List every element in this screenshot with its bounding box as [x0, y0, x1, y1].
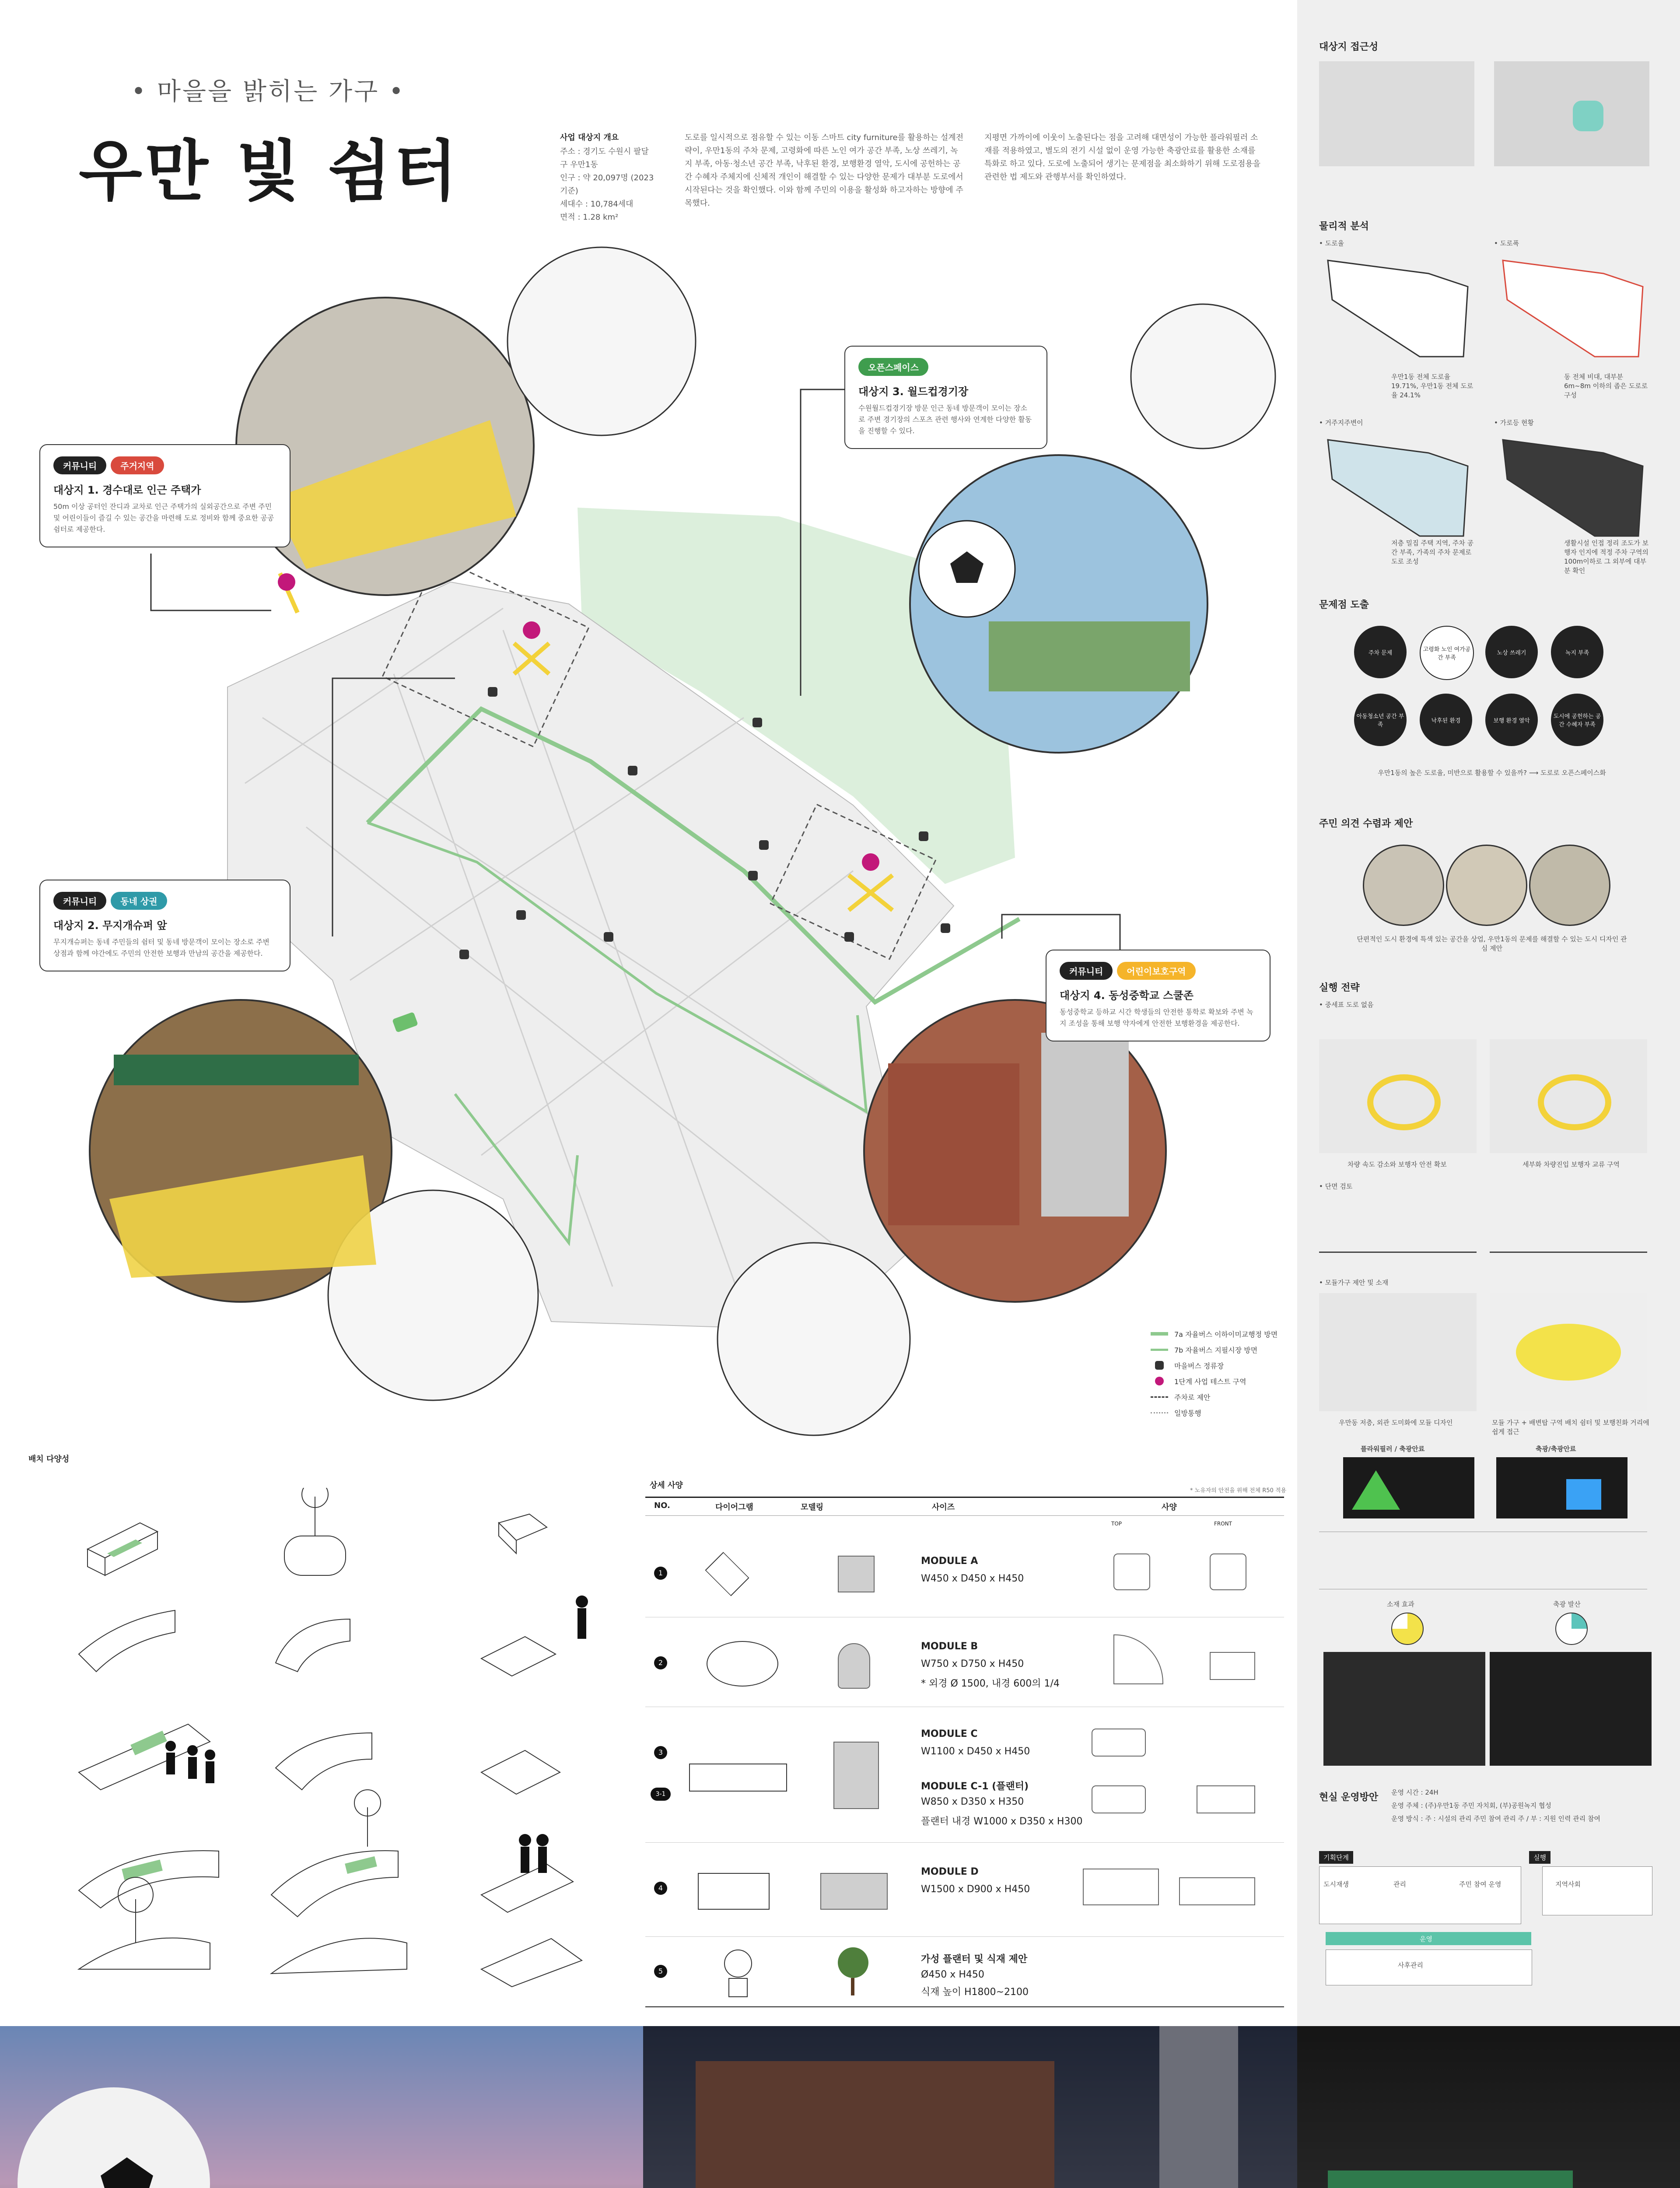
operation-box: 관리: [1393, 1880, 1406, 1888]
material-label: 플라워필러 / 축광안료: [1361, 1445, 1425, 1453]
spec-top-label: TOP: [1111, 1521, 1122, 1527]
spec-col-size: 사이즈: [932, 1503, 955, 1512]
spec-row-name: MODULE A: [921, 1556, 978, 1567]
pie-label: 축광 발산: [1553, 1600, 1581, 1608]
pie-glow: [1555, 1613, 1588, 1645]
site1-desc: 50m 이상 공터인 잔디과 교차로 인근 주택가의 실외공간으로 주변 주민 및 어린이들이 즐길 수 있는 공간을 마련해 도로 정비와 함께 중요한 공공 쉼터로 제공한다.: [53, 502, 274, 533]
site2-tag: 커뮤니티: [53, 892, 106, 910]
overview-line: 면적 : 1.28 km²: [560, 213, 619, 222]
site2-title: 대상지 2. 무지개슈퍼 앞: [53, 919, 167, 932]
legend-label: 마을버스 정류장: [1174, 1361, 1224, 1370]
site1-detail: [508, 247, 696, 435]
resident-caption: 단편적인 도시 환경에 특색 있는 공간을 상업, 우만1동의 문제를 해결할 수 있는 도시 디자인 관심 제안: [1357, 935, 1627, 952]
legend-label: 7a 자율버스 이하이미교행정 방면: [1174, 1330, 1278, 1339]
problem-node: 고령화 노인 여가공간 부족: [1420, 626, 1474, 680]
spec-row-name: MODULE D: [921, 1866, 979, 1877]
site4-tag: 커뮤니티: [1060, 962, 1113, 980]
intro-paragraph: 도로를 일시적으로 점유할 수 있는 이동 스마트 city furniture를 활용하는 설계전략이, 우만1동의 주차 문제, 고령화에 따른 노인 여가 공간 부족, 노상 쓰레기, 녹지 부족, 아동·청소년 공간 부족, 낙후된 환경, 보행환경 열악, 도시에 공헌하는 공간 수혜자 주체지에 신체적 개인이 해결할 수 있는 다양한 문제가 대부분 도로에서 시작된다는 것을 확인했다. 이와 함께 주민의 이용을 활성화 하고자하는 방향에 주목했다.: [685, 133, 964, 208]
map-legend: [1151, 1326, 1291, 1420]
spec-row-size: W1100 x D450 x H450: [921, 1746, 1030, 1757]
site-map: [0, 236, 1291, 1440]
physical-label: • 도로폭: [1494, 239, 1519, 247]
spec-row-name: MODULE C: [921, 1729, 978, 1739]
section-view: [1319, 1195, 1477, 1253]
spec-row: [645, 1527, 1284, 1617]
operation-chart: [1319, 1847, 1652, 1991]
material-sample: [1343, 1457, 1474, 1518]
operation-box: 실행: [1529, 1851, 1550, 1864]
operation-item: 운영 방식 : 주 : 시설의 관리 주민 참여 관리 주 / 부 : 지원 인력 관리 참여: [1391, 1815, 1601, 1823]
spec-row-name: 가성 플랜터 및 식재 제안: [921, 1954, 1028, 1965]
legend-item: [1151, 1373, 1291, 1389]
road-analysis-maps: [1319, 252, 1652, 365]
spec-row-number: 3-1: [651, 1788, 671, 1801]
pie-material: [1391, 1613, 1424, 1645]
physical-caption: 우만1동 전체 도로율 19.71%, 우만1동 전체 도로율 24.1%: [1391, 373, 1474, 399]
spec-row-number: 4: [654, 1882, 667, 1895]
spec-row-size: * 외경 Ø 1500, 내경 600의 1/4: [921, 1678, 1060, 1689]
problem-diagram: [1354, 626, 1652, 748]
render-store: [1297, 2026, 1680, 2188]
strategy-caption: 우만동 저층, 외관 도미화에 모듈 디자인: [1339, 1419, 1453, 1427]
render-stadium: [0, 2026, 643, 2188]
operation-box: 지역사회: [1555, 1880, 1581, 1888]
strategy-label: • 모듈가구 제안 및 소재: [1319, 1279, 1389, 1287]
physical-label: • 거주지주변이: [1319, 419, 1363, 427]
spec-row-size: W450 x D450 x H450: [921, 1573, 1024, 1584]
site3-tag: 오픈스페이스: [858, 358, 928, 376]
sidebar-section-title: 주민 의견 수렴과 제안: [1319, 818, 1413, 829]
problem-node: 도시에 공헌하는 공간 수혜자 부족: [1551, 694, 1603, 746]
bus-stop-icon: [1155, 1361, 1164, 1370]
site4-detail: [718, 1243, 910, 1435]
sidebar-section-title: 문제점 도출: [1319, 600, 1369, 610]
night-render-strip: [0, 2026, 1680, 2188]
operation-box: 운영: [1420, 1935, 1432, 1943]
sidebar-section-title: 물리적 분석: [1319, 221, 1369, 232]
legend-item: [1151, 1389, 1291, 1405]
pin-icon: [1155, 1377, 1164, 1385]
legend-item: [1151, 1357, 1291, 1373]
legend-item: [1151, 1326, 1291, 1342]
night-render: [1323, 1652, 1485, 1766]
spec-col-no: NO.: [654, 1501, 670, 1510]
access-map-left: [1319, 61, 1474, 166]
legend-label: 일방통행: [1174, 1409, 1201, 1417]
problem-node: 낙후된 환경: [1420, 694, 1472, 746]
physical-caption: 생활시설 인접 정리 조도가 보행자 인지에 적정 주차 구역의 100m이하로 그 외부에 대부분 확인: [1564, 539, 1648, 575]
resident-photo: [1529, 845, 1610, 926]
legend-label: 주차로 제안: [1174, 1393, 1211, 1402]
overview-line: 세대수 : 10,784세대: [560, 200, 634, 209]
strategy-caption: 모듈 가구 + 배변탑 구역 배치 쉼터 및 보행친화 거리에 쉽게 접근: [1492, 1419, 1649, 1436]
operation-value: (주)우만1동 주민 자치회, (부)공원녹지 협성: [1425, 1802, 1551, 1809]
section-view: [1490, 1195, 1647, 1253]
site1-title: 대상지 1. 경수대로 인근 주택가: [53, 484, 201, 496]
site3-desc: 수원월드컵경기장 방문 인근 동네 방문객이 모이는 장소로 주변 경기장의 스포츠 관련 행사와 연계한 다양한 활동을 진행할 수 있다.: [858, 404, 1032, 435]
spec-row-name: MODULE B: [921, 1641, 978, 1652]
spec-row-size: W1500 x D900 x H450: [921, 1884, 1030, 1895]
spec-row: [645, 1842, 1284, 1937]
render-school: [643, 2026, 1297, 2188]
spec-note: * 노유자의 안전을 위해 전체 R50 적용: [1190, 1487, 1287, 1494]
spec-col-model: 모델링: [801, 1503, 824, 1512]
spec-row-number: 3: [654, 1746, 667, 1759]
legend-label: 7b 자율버스 지필시장 방면: [1174, 1346, 1258, 1354]
module-render: [1319, 1293, 1477, 1411]
spec-row-size: W750 x D750 x H450: [921, 1659, 1024, 1669]
material-table: [1319, 1532, 1647, 1589]
legend-item: [1151, 1405, 1291, 1420]
operation-box: 주민 참여 운영: [1459, 1880, 1502, 1888]
physical-caption: 동 전체 비대, 대부분 6m~8m 이하의 좁은 도로로 구성: [1564, 373, 1648, 399]
module-diversity-grid: [66, 1488, 612, 1991]
spec-row-number: 5: [654, 1965, 667, 1978]
site1-tag: 주거지역: [111, 456, 164, 474]
spec-row: [645, 1707, 1284, 1843]
operation-key: 운영 주체: [1391, 1802, 1419, 1809]
site4-title: 대상지 4. 동성중학교 스쿨존: [1060, 989, 1194, 1002]
sidebar-section-title: 현실 운영방안: [1319, 1792, 1379, 1803]
resident-photo: [1363, 845, 1444, 926]
problem-node: 보행 환경 열악: [1485, 694, 1538, 746]
module-render: [1490, 1293, 1647, 1411]
operation-item: 운영 시간 : 24H: [1391, 1788, 1438, 1796]
strategy-caption: 차량 속도 감소와 보행자 안전 확보: [1348, 1161, 1447, 1168]
poster-subtitle: • 마을을 밝히는 가구 •: [131, 77, 406, 106]
overview-line: 주소 : 경기도 수원시 팔달구 우만1동: [560, 147, 649, 169]
problem-caption: 우만1동의 높은 도로율, 미반으로 활용할 수 있을까? ⟶ 도로로 오픈스페이스화: [1378, 769, 1606, 777]
site2-card: [39, 880, 290, 971]
intro-paragraph: 지평면 가까이에 이웃이 노출된다는 점을 고려해 대면성이 가능한 플라워필러 소재를 적용하였고, 별도의 전기 시설 없이 운영 가능한 축광안료를 활용한 소재를 특화로 하고 있다. 도로에 노출되어 생기는 문제점을 최소화하기 위해 도로점용을 관련한 법 제도와 관행부서를 확인하였다.: [984, 133, 1261, 182]
poster-title: 우만 빛 쉼터: [79, 133, 460, 210]
strategy-label: • 단면 검토: [1319, 1182, 1353, 1190]
residence-lighting-maps: [1319, 431, 1652, 545]
legend-label: 1단계 사업 테스트 구역: [1174, 1377, 1246, 1386]
operation-item: 운영 주체 : (주)우만1동 주민 자치회, (부)공원녹지 협성: [1391, 1802, 1551, 1809]
operation-key: 운영 시간: [1391, 1788, 1419, 1796]
operation-box: 기획단계: [1319, 1851, 1353, 1864]
spec-row: [645, 1617, 1284, 1707]
site3-detail: [1131, 304, 1275, 449]
operation-box: 도시재생: [1323, 1880, 1349, 1888]
pie-label: 소재 효과: [1387, 1600, 1414, 1608]
material-sample: [1496, 1457, 1628, 1518]
operation-box: 사후관리: [1398, 1961, 1423, 1969]
resident-photo: [1446, 845, 1527, 926]
spec-row-size: W850 x D350 x H350: [921, 1796, 1024, 1807]
intersection-plan: [1319, 1039, 1477, 1153]
sidebar-section-title: 실행 전략: [1319, 982, 1360, 993]
operation-value: 24H: [1425, 1788, 1438, 1796]
spec-front-label: FRONT: [1214, 1521, 1232, 1527]
spec-row-size: 식재 높이 H1800~2100: [921, 1987, 1029, 1998]
intersection-plan: [1490, 1039, 1647, 1153]
sidebar-section-title: 대상지 접근성: [1319, 42, 1379, 53]
site2-tag: 동네 상권: [111, 892, 167, 910]
problem-node: 주차 문제: [1354, 626, 1407, 678]
spec-row-number: 1: [654, 1567, 667, 1580]
strategy-label: • 중세표 도로 없음: [1319, 1001, 1374, 1009]
spec-row-number: 2: [654, 1656, 667, 1669]
night-render: [1490, 1652, 1652, 1766]
site2-desc: 무지개슈퍼는 동네 주민들의 쉼터 및 동네 방문객이 모이는 장소로 주변 상점과 함께 야간에도 주민의 안전한 보행과 만남의 공간을 제공한다.: [53, 938, 270, 957]
physical-caption: 저층 밀집 주택 지역, 주차 공간 부족, 가족의 주차 문제로 도로 조성: [1391, 539, 1474, 565]
spec-col-spec: 사양: [1162, 1503, 1177, 1512]
spec-row-size: 플랜터 내경 W1000 x D350 x H300: [921, 1816, 1083, 1827]
operation-value: 주 : 시설의 관리 주민 참여 관리 주 / 부 : 지원 인력 관리 참여: [1425, 1815, 1601, 1823]
diversity-title: 배치 다양성: [28, 1455, 70, 1464]
spec-row-name: MODULE C-1 (플랜터): [921, 1781, 1029, 1792]
site4-card: [1046, 950, 1270, 1041]
problem-node: 아동청소년 공간 부족: [1354, 694, 1407, 746]
site4-tag: 어린이보호구역: [1117, 962, 1195, 980]
site3-title: 대상지 3. 월드컵경기장: [858, 386, 969, 398]
site4-desc: 동성중학교 등하교 시간 학생들의 안전한 통학로 확보와 주변 녹지 조성을 통해 보행 약자에게 안전한 보행환경을 제공한다.: [1060, 1008, 1253, 1027]
site3-card: [844, 346, 1047, 449]
physical-label: • 도로율: [1319, 239, 1344, 247]
overview-line: 인구 : 약 20,097명 (2023기준): [560, 173, 654, 196]
overview-block: [560, 131, 656, 224]
physical-label: • 가로등 현황: [1494, 419, 1534, 427]
spec-row-size: Ø450 x H450: [921, 1969, 984, 1980]
access-map-right: [1494, 61, 1649, 166]
spec-row: [645, 1936, 1284, 2007]
material-label: 축광/축광안료: [1536, 1445, 1576, 1453]
strategy-caption: 세부화 차량진입 보행자 교류 구역: [1522, 1161, 1620, 1168]
problem-node: 노상 쓰레기: [1485, 626, 1538, 678]
operation-key: 운영 방식: [1391, 1815, 1419, 1823]
spec-col-diagram: 다이어그램: [715, 1503, 753, 1512]
spec-title: 상세 사양: [650, 1481, 683, 1490]
site1-tag: 커뮤니티: [53, 456, 106, 474]
site1-card: [39, 444, 290, 547]
overview-heading: 사업 대상지 개요: [560, 133, 619, 142]
spec-table: [645, 1497, 1284, 2009]
problem-node: 녹지 부족: [1551, 626, 1603, 678]
legend-item: [1151, 1342, 1291, 1357]
